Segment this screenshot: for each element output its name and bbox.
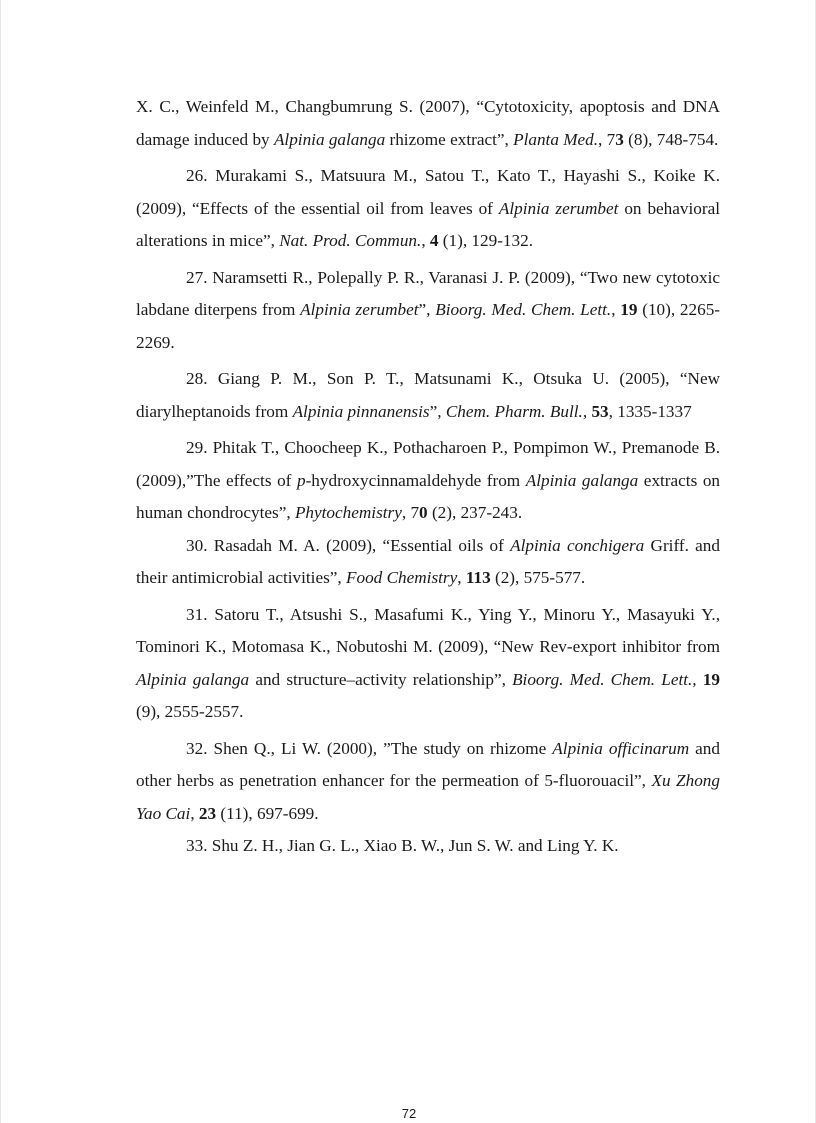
reference-item [136, 91, 720, 156]
reference-item [136, 160, 720, 258]
italic-run: Alpinia officinarum [552, 738, 690, 758]
reference-item [136, 733, 720, 831]
text-run: , 7 [401, 503, 420, 522]
text-run: , [421, 231, 430, 250]
bold-run: 4 [429, 231, 439, 250]
text-run: and structure–activity relationship”, [249, 669, 513, 689]
italic-run: Alpinia zerumbet [300, 300, 419, 319]
bold-run: 19 [620, 300, 638, 319]
italic-run: Phytochemistry [294, 503, 402, 522]
text-run: (1), 129-132. [438, 231, 534, 250]
text-run: extracts on human chondrocytes”, [136, 470, 721, 522]
italic-run: Alpinia conchigera [510, 535, 645, 555]
italic-run: Alpinia galanga [136, 669, 250, 689]
text-run: 32. Shen Q., Li W. (2000), ”The study on rhizome [186, 738, 553, 758]
italic-run: Alpinia galanga [525, 470, 639, 490]
text-run: -hydroxycinnamaldehyde from [305, 470, 526, 490]
bold-run: 113 [465, 568, 491, 587]
text-run: ”, [429, 401, 446, 421]
text-run: , [457, 568, 466, 587]
reference-list [136, 91, 720, 864]
reference-item [136, 599, 720, 729]
italic-run: Food Chemistry [346, 568, 458, 587]
italic-run: p [296, 470, 306, 490]
text-run: 33. Shu Z. H., Jian G. L., Xiao B. W., Jun S. W. and Ling Y. K. [186, 836, 619, 855]
text-run: rhizome extract”, [385, 129, 514, 149]
text-run: Griff. and their antimicrobial activities”, [136, 535, 720, 587]
text-run: (2), 237-243. [427, 503, 523, 522]
text-run: 26. Murakami S., Matsuura M., Satou T., Kato T., Hayashi S., Koike K. (2009), “Effects of the essential oil from leaves of [136, 166, 720, 218]
italic-run: Bioorg. Med. Chem. Lett., [512, 669, 697, 689]
text-run: and other herbs as penetration enhancer for the permeation of 5-fluorouacil”, [136, 738, 720, 790]
text-run: , 1335-1337 [608, 401, 692, 421]
bold-run: 23 [198, 803, 217, 823]
text-run: 30. Rasadah M. A. (2009), “Essential oils of [186, 535, 511, 555]
text-run: , [190, 803, 199, 823]
italic-run: Bioorg. Med. Chem. Lett. [435, 300, 612, 319]
reference-item [136, 432, 720, 530]
italic-run: Xu Zhong Yao Cai [136, 771, 720, 823]
bold-run: 19 [702, 669, 720, 689]
text-run: 28. Giang P. M., Son P. T., Matsunami K., Otsuka U. (2005), “New diarylheptanoids from [136, 369, 720, 421]
italic-run: Alpinia galanga [273, 129, 386, 149]
text-run: , [582, 401, 592, 421]
text-run: (11), 697-699. [216, 803, 319, 823]
reference-item [136, 262, 720, 360]
text-run: ”, [418, 300, 436, 319]
reference-item [136, 830, 720, 863]
text-run: on behavioral alterations in mice”, [136, 198, 720, 250]
text-run: 27. Naramsetti R., Polepally P. R., Varanasi J. P. (2009), “Two new cytotoxic labdane diterpens from [136, 267, 720, 319]
text-run: 31. Satoru T., Atsushi S., Masafumi K., Ying Y., Minoru Y., Masayuki Y., Tominori K., Motomasa K., Nobutoshi M. (2009), “New Rev-export inhibitor from [136, 604, 720, 656]
italic-run: Alpinia pinnanensis [292, 401, 430, 421]
reference-item [136, 363, 720, 428]
italic-run: Nat. Prod. Commun. [279, 231, 422, 250]
text-run: (8), 748-754. [623, 129, 719, 149]
bold-run: 0 [419, 503, 428, 522]
text-run: X. C., Weinfeld M., Changbumrung S. (2007), “Cytotoxicity, apoptosis and DNA damage induced by [136, 97, 720, 149]
bold-run: 3 [615, 129, 624, 149]
text-run: (9), 2555-2557. [136, 702, 244, 721]
bold-run: 53 [591, 401, 609, 421]
italic-run: Planta Med. [513, 129, 599, 149]
text-run: 29. Phitak T., Choocheep K., Pothacharoen P., Pompimon W., Premanode B. (2009),”The effects of [136, 438, 720, 490]
text-run: , 7 [598, 129, 616, 149]
reference-item [136, 530, 720, 595]
italic-run: Alpinia zerumbet [498, 198, 619, 218]
text-run: (10), 2265-2269. [136, 300, 721, 352]
text-run: , [611, 300, 621, 319]
page-number: 72 [401, 1106, 417, 1121]
text-run: (2), 575-577. [490, 568, 586, 587]
italic-run: Chem. Pharm. Bull. [445, 401, 583, 421]
